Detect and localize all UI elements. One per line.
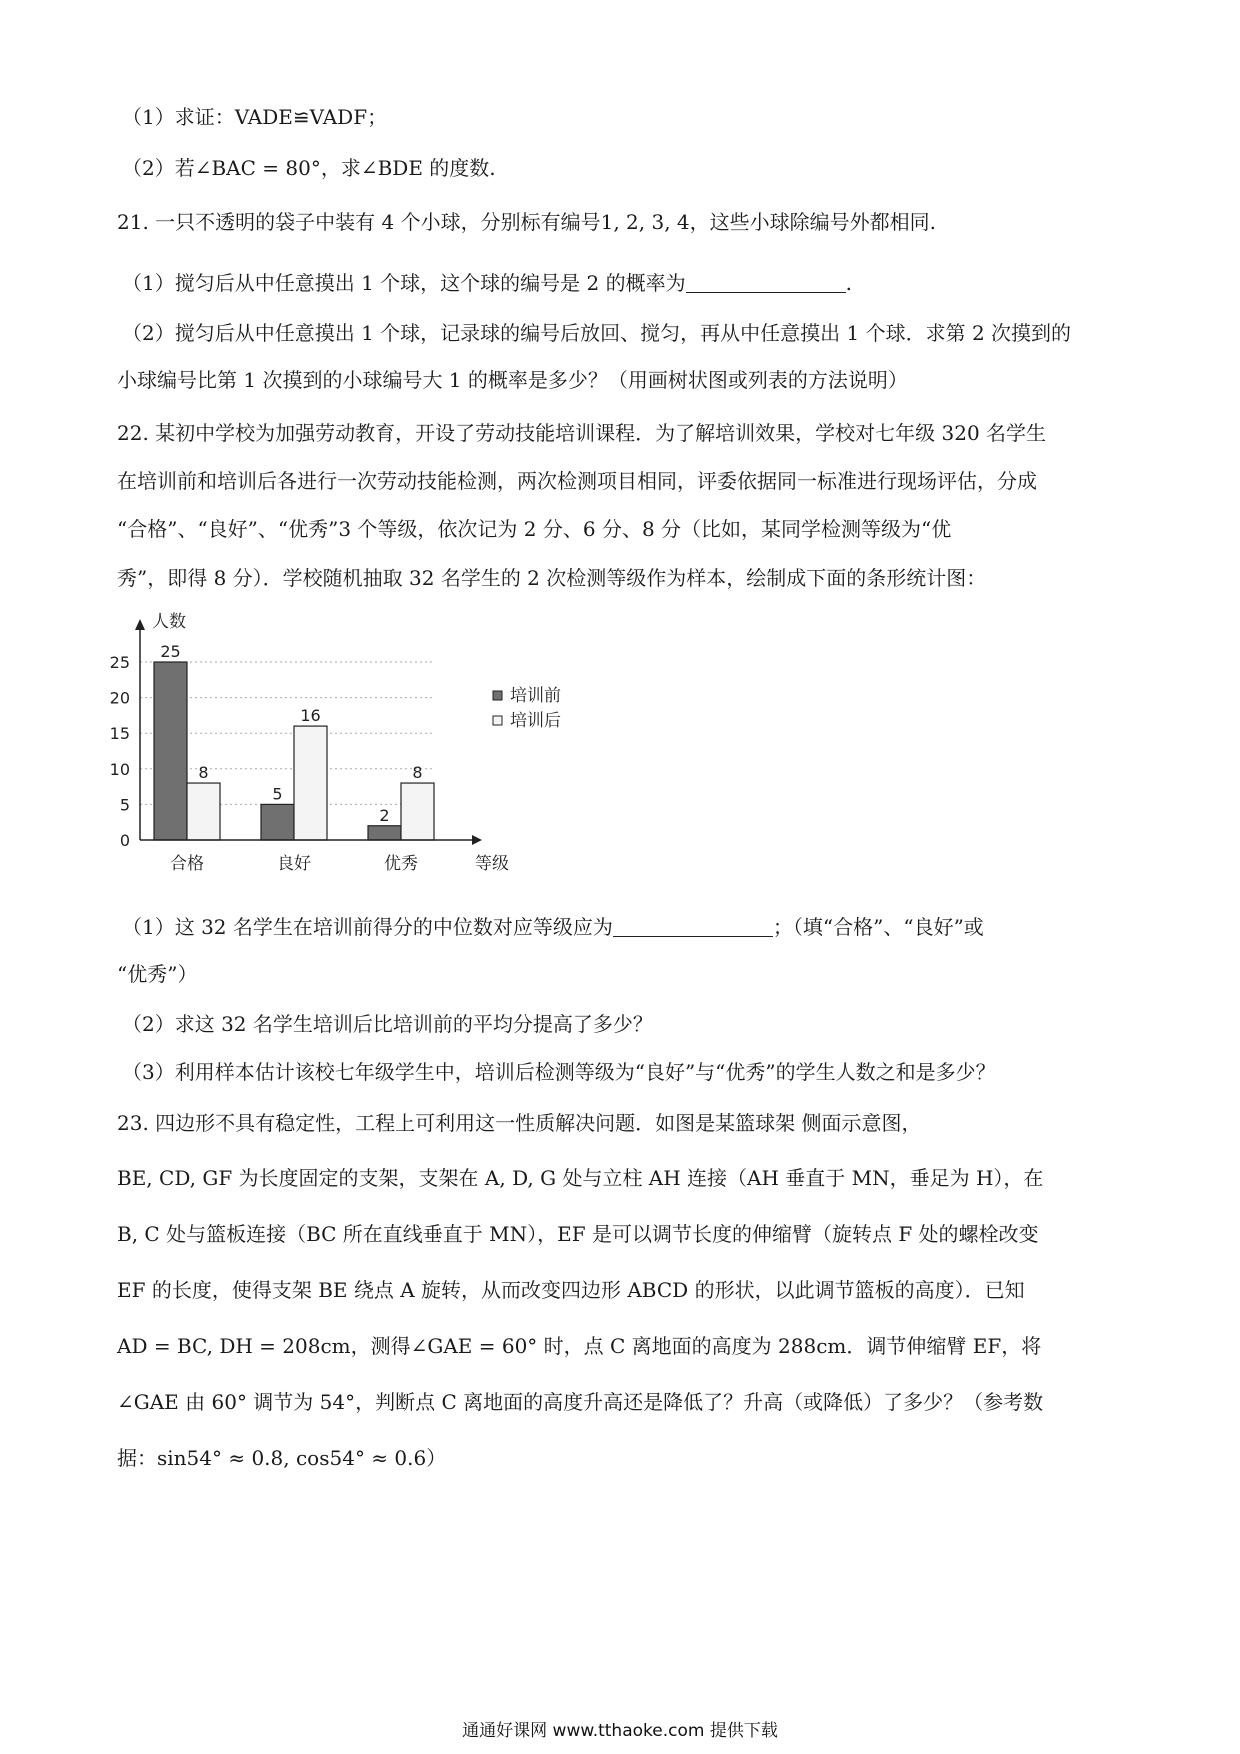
y-axis-arrow: [135, 619, 145, 630]
page-footer: 通通好课网 www.tthaoke.com 提供下载: [462, 1721, 778, 1741]
q22-part1-text: （1）这 32 名学生在培训前得分的中位数对应等级应为: [122, 915, 613, 939]
q23-line7: 据：sin54° ≈ 0.8, cos54° ≈ 0.6）: [117, 1446, 447, 1470]
q22-part1: [122, 914, 984, 940]
y-tick-label: 0: [119, 831, 130, 850]
q23-line3: B, C 处与篮板连接（BC 所在直线垂直于 MN），EF 是可以调节长度的伸缩臂（旋转点 F 处的螺栓改变: [117, 1222, 1039, 1246]
q22-line1: 22. 某初中学校为加强劳动教育，开设了劳动技能培训课程．为了解培训效果，学校对七年级 320 名学生: [117, 421, 1047, 445]
q20-part2: （2）若∠BAC = 80°，求∠BDE 的度数.: [122, 156, 496, 180]
x-axis-label: 等级: [475, 854, 509, 874]
bar-value-label: 8: [198, 763, 209, 783]
bar: [368, 826, 401, 840]
q22-line3: “合格”、“良好”、“优秀”3 个等级，依次记为 2 分、6 分、8 分（比如，某同学检测等级为“优: [117, 517, 952, 541]
bar-chart: [100, 605, 580, 885]
y-tick-label: 15: [109, 724, 130, 744]
x-tick-label: 合格: [170, 854, 204, 874]
chart-legend: [493, 686, 561, 731]
bar-value-label: 5: [272, 784, 283, 804]
q22-line4: 秀”，即得 8 分）．学校随机抽取 32 名学生的 2 次检测等级作为样本，绘制成下面的条形统计图：: [117, 566, 987, 590]
q22-line2: 在培训前和培训后各进行一次劳动技能检测，两次检测项目相同，评委依据同一标准进行现场评估，分成: [117, 469, 1037, 493]
q22-part1-end: ；（填“合格”、“良好”或: [772, 915, 984, 939]
q21-answer-blank[interactable]: [686, 272, 846, 293]
legend-label: 培训后: [510, 711, 561, 731]
chart-bars: [154, 662, 434, 840]
bar: [187, 783, 220, 840]
x-tick-label: 优秀: [384, 854, 418, 874]
q22-part3: （3）利用样本估计该校七年级学生中，培训后检测等级为“良好”与“优秀”的学生人数之和是多少？: [122, 1060, 996, 1084]
legend-swatch: [493, 691, 502, 700]
bar-value-label: 2: [379, 805, 390, 825]
q22-part2: （2）求这 32 名学生培训后比培训前的平均分提高了多少？: [122, 1012, 653, 1036]
q21-part2-line2: 小球编号比第 1 次摸到的小球编号大 1 的概率是多少？（用画树状图或列表的方法说明）: [117, 368, 908, 392]
x-axis-arrow: [472, 835, 482, 845]
q23-line1: 23. 四边形不具有稳定性，工程上可利用这一性质解决问题．如图是某篮球架 侧面示意图，: [117, 1111, 922, 1135]
q21-part1-end: .: [845, 271, 852, 295]
q21-stem: 21. 一只不透明的袋子中装有 4 个小球，分别标有编号1, 2, 3, 4，这些小球除编号外都相同.: [117, 210, 937, 234]
y-tick-label: 25: [109, 653, 130, 672]
q21-part1: [122, 270, 852, 296]
q22-part1-line2: “优秀”）: [117, 962, 198, 986]
q20-part1: （1）求证：VADE≌VADF；: [122, 105, 388, 129]
q23-line5: AD = BC, DH = 208cm，测得∠GAE = 60° 时，点 C 离地面的高度为 288cm．调节伸缩臂 EF，将: [117, 1334, 1042, 1358]
q21-part1-text: （1）搅匀后从中任意摸出 1 个球，这个球的编号是 2 的概率为: [122, 271, 686, 295]
y-tick-label: 20: [109, 688, 130, 708]
bar: [154, 662, 187, 840]
bar: [401, 783, 434, 840]
q23-line4: EF 的长度，使得支架 BE 绕点 A 旋转，从而改变四边形 ABCD 的形状，以此调节篮板的高度）．已知: [117, 1278, 1025, 1302]
q21-part2-line1: （2）搅匀后从中任意摸出 1 个球，记录球的编号后放回、搅匀，再从中任意摸出 1 个球．求第 2 次摸到的: [122, 321, 1072, 345]
y-tick-label: 5: [119, 795, 130, 815]
legend-label: 培训前: [510, 686, 561, 706]
x-tick-label: 良好: [277, 854, 311, 874]
bar-value-label: 8: [412, 763, 423, 783]
q23-line6: ∠GAE 由 60° 调节为 54°，判断点 C 离地面的高度升高还是降低了？升高（或降低）了多少？（参考数: [117, 1390, 1044, 1414]
bar: [261, 804, 294, 840]
y-tick-label: 10: [109, 759, 130, 779]
bar: [294, 726, 327, 840]
bar-value-label: 16: [300, 706, 321, 726]
legend-swatch: [493, 716, 502, 725]
q22-answer-blank[interactable]: [613, 916, 773, 937]
chart-y-ticks: [110, 653, 130, 850]
chart-x-ticks: [170, 854, 418, 874]
bar-value-label: 25: [160, 642, 181, 661]
q23-line2: BE, CD, GF 为长度固定的支架，支架在 A, D, G 处与立柱 AH 连接（AH 垂直于 MN，垂足为 H），在: [117, 1166, 1044, 1190]
y-axis-label: 人数: [152, 612, 186, 632]
